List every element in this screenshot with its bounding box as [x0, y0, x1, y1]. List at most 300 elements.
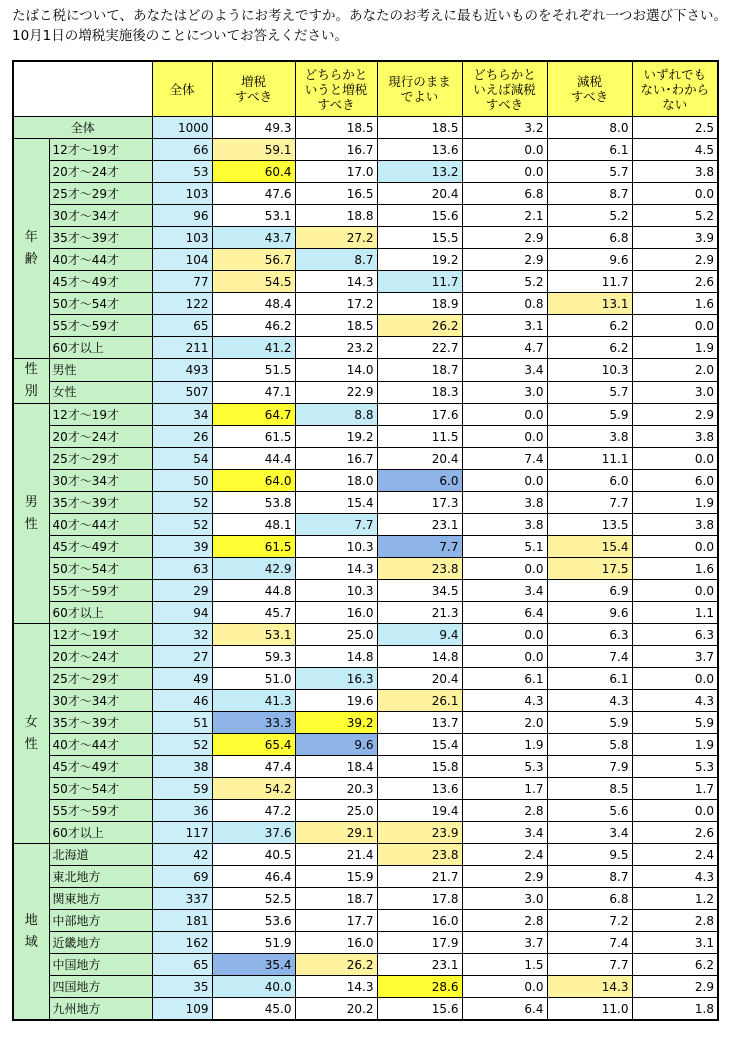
percent-cell: 26.1 — [377, 690, 462, 712]
percent-cell: 14.3 — [295, 558, 377, 580]
percent-cell: 8.7 — [295, 249, 377, 271]
percent-cell: 1.1 — [632, 602, 718, 624]
percent-cell: 4.3 — [462, 690, 547, 712]
table-row — [13, 778, 718, 800]
row-label: 55才～59才 — [49, 315, 152, 337]
percent-cell: 2.9 — [462, 866, 547, 888]
row-label: 50才～54才 — [49, 778, 152, 800]
count-cell: 77 — [152, 271, 212, 293]
table-row — [13, 888, 718, 910]
percent-cell: 64.7 — [212, 404, 295, 426]
group-label-char: 女 — [24, 714, 38, 730]
percent-cell: 6.0 — [632, 470, 718, 492]
count-cell: 52 — [152, 734, 212, 756]
count-cell: 63 — [152, 558, 212, 580]
row-label: 25才～29才 — [49, 668, 152, 690]
percent-cell: 3.9 — [632, 227, 718, 249]
group-label — [13, 404, 49, 624]
percent-cell: 13.2 — [377, 161, 462, 183]
row-label: 東北地方 — [49, 866, 152, 888]
table-row — [13, 932, 718, 954]
percent-cell: 0.0 — [462, 646, 547, 668]
percent-cell: 5.3 — [632, 756, 718, 778]
percent-cell: 6.2 — [547, 337, 632, 359]
percent-cell: 8.8 — [295, 404, 377, 426]
percent-cell: 2.8 — [462, 910, 547, 932]
row-label: 中国地方 — [49, 954, 152, 976]
percent-cell: 20.4 — [377, 448, 462, 470]
column-header — [152, 61, 212, 117]
percent-cell: 13.7 — [377, 712, 462, 734]
percent-cell: 4.3 — [632, 690, 718, 712]
percent-cell: 3.4 — [462, 822, 547, 844]
row-label: 60才以上 — [49, 822, 152, 844]
percent-cell: 2.0 — [462, 712, 547, 734]
percent-cell: 60.4 — [212, 161, 295, 183]
percent-cell: 7.4 — [462, 448, 547, 470]
count-cell: 42 — [152, 844, 212, 866]
table-row — [13, 448, 718, 470]
percent-cell: 3.7 — [462, 932, 547, 954]
percent-cell: 4.3 — [632, 866, 718, 888]
table-row — [13, 624, 718, 646]
percent-cell: 56.7 — [212, 249, 295, 271]
table-row — [13, 139, 718, 161]
percent-cell: 8.5 — [547, 778, 632, 800]
count-cell: 507 — [152, 381, 212, 404]
percent-cell: 15.8 — [377, 756, 462, 778]
percent-cell: 43.7 — [212, 227, 295, 249]
count-cell: 49 — [152, 668, 212, 690]
percent-cell: 15.9 — [295, 866, 377, 888]
percent-cell: 16.5 — [295, 183, 377, 205]
percent-cell: 26.2 — [295, 954, 377, 976]
count-cell: 104 — [152, 249, 212, 271]
count-cell: 122 — [152, 293, 212, 315]
row-label: 35才～39才 — [49, 492, 152, 514]
count-cell: 493 — [152, 359, 212, 382]
percent-cell: 8.7 — [547, 866, 632, 888]
percent-cell: 3.0 — [632, 381, 718, 404]
column-header-line: 増税 — [240, 74, 266, 89]
row-label: 男性 — [49, 359, 152, 382]
table-row — [13, 249, 718, 271]
percent-cell: 5.7 — [547, 381, 632, 404]
percent-cell: 5.9 — [547, 712, 632, 734]
column-header — [295, 61, 377, 117]
percent-cell: 26.2 — [377, 315, 462, 337]
table-row — [13, 293, 718, 315]
percent-cell: 18.9 — [377, 293, 462, 315]
percent-cell: 9.6 — [547, 602, 632, 624]
percent-cell: 2.9 — [632, 404, 718, 426]
percent-cell: 13.6 — [377, 139, 462, 161]
percent-cell: 6.4 — [462, 998, 547, 1021]
percent-cell: 2.9 — [462, 227, 547, 249]
percent-cell: 7.2 — [547, 910, 632, 932]
group-label — [13, 139, 49, 359]
percent-cell: 6.8 — [547, 227, 632, 249]
count-cell: 103 — [152, 227, 212, 249]
count-cell: 46 — [152, 690, 212, 712]
percent-cell: 8.0 — [547, 117, 632, 139]
percent-cell: 0.0 — [462, 558, 547, 580]
percent-cell: 15.4 — [377, 734, 462, 756]
percent-cell: 41.3 — [212, 690, 295, 712]
percent-cell: 18.7 — [295, 888, 377, 910]
count-cell: 337 — [152, 888, 212, 910]
percent-cell: 46.4 — [212, 866, 295, 888]
percent-cell: 19.2 — [377, 249, 462, 271]
percent-cell: 0.0 — [462, 470, 547, 492]
percent-cell: 59.1 — [212, 139, 295, 161]
percent-cell: 6.9 — [547, 580, 632, 602]
percent-cell: 6.3 — [632, 624, 718, 646]
row-label: 45才～49才 — [49, 756, 152, 778]
count-cell: 50 — [152, 470, 212, 492]
percent-cell: 6.0 — [547, 470, 632, 492]
column-header-line: 現行のまま — [388, 74, 451, 89]
percent-cell: 11.1 — [547, 448, 632, 470]
percent-cell: 23.2 — [295, 337, 377, 359]
count-cell: 35 — [152, 976, 212, 998]
table-row — [13, 602, 718, 624]
percent-cell: 17.2 — [295, 293, 377, 315]
count-cell: 96 — [152, 205, 212, 227]
percent-cell: 16.3 — [295, 668, 377, 690]
percent-cell: 18.5 — [377, 117, 462, 139]
percent-cell: 19.4 — [377, 800, 462, 822]
survey-results-table — [12, 60, 719, 1021]
count-cell: 94 — [152, 602, 212, 624]
row-label: 近畿地方 — [49, 932, 152, 954]
percent-cell: 14.3 — [295, 271, 377, 293]
percent-cell: 5.2 — [547, 205, 632, 227]
percent-cell: 15.5 — [377, 227, 462, 249]
row-label: 35才～39才 — [49, 712, 152, 734]
percent-cell: 9.5 — [547, 844, 632, 866]
column-header-line: ない･わから — [640, 81, 710, 97]
percent-cell: 17.5 — [547, 558, 632, 580]
percent-cell: 3.4 — [547, 822, 632, 844]
count-cell: 117 — [152, 822, 212, 844]
percent-cell: 4.7 — [462, 337, 547, 359]
question-text: たばこ税について、あなたはどのようにお考えですか。あなたのお考えに最も近いものをそれぞれ一つお選び下さい。10月1日の増税実施後のことについてお答えください。 — [12, 8, 727, 44]
percent-cell: 3.4 — [462, 359, 547, 382]
percent-cell: 3.0 — [462, 888, 547, 910]
table-row — [13, 359, 718, 382]
count-cell: 66 — [152, 139, 212, 161]
percent-cell: 51.9 — [212, 932, 295, 954]
count-cell: 65 — [152, 954, 212, 976]
percent-cell: 2.6 — [632, 822, 718, 844]
percent-cell: 5.2 — [632, 205, 718, 227]
column-header-line: すべき — [234, 89, 273, 104]
percent-cell: 0.0 — [462, 976, 547, 998]
percent-cell: 14.3 — [295, 976, 377, 998]
table-row — [13, 470, 718, 492]
group-label — [13, 624, 49, 844]
percent-cell: 10.3 — [547, 359, 632, 382]
percent-cell: 53.1 — [212, 205, 295, 227]
percent-cell: 7.7 — [295, 514, 377, 536]
percent-cell: 11.0 — [547, 998, 632, 1021]
percent-cell: 4.3 — [547, 690, 632, 712]
percent-cell: 1.5 — [462, 954, 547, 976]
percent-cell: 37.6 — [212, 822, 295, 844]
percent-cell: 42.9 — [212, 558, 295, 580]
count-cell: 1000 — [152, 117, 212, 139]
row-label: 女性 — [49, 381, 152, 404]
group-label-char: 性 — [24, 736, 38, 752]
percent-cell: 7.7 — [547, 954, 632, 976]
percent-cell: 6.3 — [547, 624, 632, 646]
percent-cell: 2.9 — [632, 976, 718, 998]
table-row — [13, 646, 718, 668]
row-label: 50才～54才 — [49, 293, 152, 315]
row-label: 25才～29才 — [49, 183, 152, 205]
count-cell: 69 — [152, 866, 212, 888]
percent-cell: 61.5 — [212, 426, 295, 448]
group-label-char: 地 — [24, 912, 38, 928]
percent-cell: 6.2 — [547, 315, 632, 337]
row-label: 20才～24才 — [49, 426, 152, 448]
percent-cell: 3.8 — [462, 492, 547, 514]
percent-cell: 23.8 — [377, 844, 462, 866]
table-row — [13, 227, 718, 249]
percent-cell: 3.2 — [462, 117, 547, 139]
column-header-line: どちらかと — [304, 66, 368, 82]
percent-cell: 17.9 — [377, 932, 462, 954]
percent-cell: 11.7 — [547, 271, 632, 293]
column-header-line: いずれでも — [643, 66, 706, 82]
row-label: 45才～49才 — [49, 536, 152, 558]
percent-cell: 53.1 — [212, 624, 295, 646]
percent-cell: 3.8 — [632, 161, 718, 183]
table-row — [13, 381, 718, 404]
column-header-line: いうと増税 — [304, 81, 368, 97]
group-label-char: 性 — [24, 516, 38, 532]
percent-cell: 0.0 — [632, 800, 718, 822]
percent-cell: 9.6 — [295, 734, 377, 756]
percent-cell: 28.6 — [377, 976, 462, 998]
percent-cell: 7.7 — [377, 536, 462, 558]
column-header-line: でよい — [400, 89, 439, 104]
count-cell: 39 — [152, 536, 212, 558]
percent-cell: 6.4 — [462, 602, 547, 624]
percent-cell: 18.5 — [295, 117, 377, 139]
percent-cell: 5.9 — [547, 404, 632, 426]
row-label: 45才～49才 — [49, 271, 152, 293]
percent-cell: 0.0 — [462, 139, 547, 161]
column-header-line: 減税 — [576, 74, 602, 89]
percent-cell: 16.7 — [295, 448, 377, 470]
table-row — [13, 271, 718, 293]
group-label-char: 男 — [24, 494, 38, 510]
table-row — [13, 161, 718, 183]
percent-cell: 2.1 — [462, 205, 547, 227]
column-header-line: どちらかと — [473, 66, 536, 82]
count-cell: 52 — [152, 514, 212, 536]
percent-cell: 1.7 — [462, 778, 547, 800]
column-header — [212, 61, 295, 117]
percent-cell: 2.9 — [462, 249, 547, 271]
percent-cell: 15.6 — [377, 205, 462, 227]
table-row — [13, 426, 718, 448]
column-header-line: すべき — [485, 96, 524, 112]
percent-cell: 3.8 — [547, 426, 632, 448]
percent-cell: 5.2 — [462, 271, 547, 293]
percent-cell: 3.8 — [632, 514, 718, 536]
percent-cell: 18.5 — [295, 315, 377, 337]
header-row — [13, 61, 718, 117]
percent-cell: 18.7 — [377, 359, 462, 382]
percent-cell: 13.5 — [547, 514, 632, 536]
percent-cell: 2.8 — [632, 910, 718, 932]
column-header — [632, 61, 718, 117]
count-cell: 65 — [152, 315, 212, 337]
count-cell: 38 — [152, 756, 212, 778]
row-label: 12才～19才 — [49, 404, 152, 426]
percent-cell: 45.7 — [212, 602, 295, 624]
percent-cell: 39.2 — [295, 712, 377, 734]
percent-cell: 44.8 — [212, 580, 295, 602]
table-body — [13, 117, 718, 1021]
table-row — [13, 998, 718, 1021]
count-cell: 54 — [152, 448, 212, 470]
percent-cell: 23.1 — [377, 954, 462, 976]
percent-cell: 46.2 — [212, 315, 295, 337]
percent-cell: 64.0 — [212, 470, 295, 492]
row-label: 12才～19才 — [49, 139, 152, 161]
percent-cell: 2.4 — [632, 844, 718, 866]
percent-cell: 6.1 — [462, 668, 547, 690]
table-row — [13, 492, 718, 514]
percent-cell: 5.7 — [547, 161, 632, 183]
percent-cell: 47.1 — [212, 381, 295, 404]
percent-cell: 0.8 — [462, 293, 547, 315]
percent-cell: 5.8 — [547, 734, 632, 756]
table-row — [13, 756, 718, 778]
percent-cell: 5.9 — [632, 712, 718, 734]
percent-cell: 45.0 — [212, 998, 295, 1021]
percent-cell: 15.4 — [295, 492, 377, 514]
percent-cell: 3.8 — [632, 426, 718, 448]
percent-cell: 20.2 — [295, 998, 377, 1021]
count-cell: 103 — [152, 183, 212, 205]
percent-cell: 1.8 — [632, 998, 718, 1021]
row-label: 60才以上 — [49, 337, 152, 359]
group-label-char: 年 — [24, 229, 38, 245]
count-cell: 32 — [152, 624, 212, 646]
percent-cell: 17.8 — [377, 888, 462, 910]
row-label: 北海道 — [49, 844, 152, 866]
table-row — [13, 800, 718, 822]
percent-cell: 48.4 — [212, 293, 295, 315]
percent-cell: 2.6 — [632, 271, 718, 293]
count-cell: 162 — [152, 932, 212, 954]
percent-cell: 47.2 — [212, 800, 295, 822]
count-cell: 52 — [152, 492, 212, 514]
percent-cell: 5.3 — [462, 756, 547, 778]
percent-cell: 23.9 — [377, 822, 462, 844]
percent-cell: 0.0 — [632, 448, 718, 470]
percent-cell: 33.3 — [212, 712, 295, 734]
percent-cell: 35.4 — [212, 954, 295, 976]
percent-cell: 16.0 — [295, 602, 377, 624]
percent-cell: 3.7 — [632, 646, 718, 668]
row-label: 40才～44才 — [49, 514, 152, 536]
row-label: 50才～54才 — [49, 558, 152, 580]
table-row — [13, 668, 718, 690]
percent-cell: 6.2 — [632, 954, 718, 976]
row-label: 30才～34才 — [49, 690, 152, 712]
group-label-char: 齢 — [24, 251, 38, 267]
percent-cell: 3.4 — [462, 580, 547, 602]
column-header-line: いえば減税 — [473, 81, 536, 97]
percent-cell: 17.6 — [377, 404, 462, 426]
count-cell: 51 — [152, 712, 212, 734]
total-row — [13, 117, 718, 139]
percent-cell: 40.0 — [212, 976, 295, 998]
percent-cell: 18.0 — [295, 470, 377, 492]
percent-cell: 2.4 — [462, 844, 547, 866]
table-row — [13, 866, 718, 888]
percent-cell: 47.4 — [212, 756, 295, 778]
table-row — [13, 183, 718, 205]
corner-cell — [13, 61, 152, 117]
column-header-line: 全体 — [169, 81, 195, 97]
percent-cell: 3.0 — [462, 381, 547, 404]
row-label: 20才～24才 — [49, 161, 152, 183]
table-row — [13, 976, 718, 998]
percent-cell: 10.3 — [295, 536, 377, 558]
percent-cell: 7.9 — [547, 756, 632, 778]
percent-cell: 1.9 — [632, 492, 718, 514]
percent-cell: 6.1 — [547, 668, 632, 690]
count-cell: 29 — [152, 580, 212, 602]
table-row — [13, 536, 718, 558]
percent-cell: 53.6 — [212, 910, 295, 932]
percent-cell: 13.6 — [377, 778, 462, 800]
count-cell: 36 — [152, 800, 212, 822]
percent-cell: 52.5 — [212, 888, 295, 910]
row-label: 四国地方 — [49, 976, 152, 998]
row-label: 30才～34才 — [49, 470, 152, 492]
percent-cell: 6.8 — [547, 888, 632, 910]
percent-cell: 18.3 — [377, 381, 462, 404]
percent-cell: 0.0 — [462, 426, 547, 448]
count-cell: 34 — [152, 404, 212, 426]
row-label: 55才～59才 — [49, 580, 152, 602]
group-label-char: 別 — [24, 384, 38, 399]
group-label-char: 域 — [24, 934, 38, 950]
percent-cell: 16.0 — [377, 910, 462, 932]
table-row — [13, 315, 718, 337]
percent-cell: 15.4 — [547, 536, 632, 558]
percent-cell: 0.0 — [632, 536, 718, 558]
group-label — [13, 359, 49, 404]
percent-cell: 40.5 — [212, 844, 295, 866]
percent-cell: 61.5 — [212, 536, 295, 558]
percent-cell: 16.7 — [295, 139, 377, 161]
percent-cell: 14.8 — [295, 646, 377, 668]
percent-cell: 48.1 — [212, 514, 295, 536]
percent-cell: 54.2 — [212, 778, 295, 800]
percent-cell: 5.1 — [462, 536, 547, 558]
percent-cell: 1.9 — [462, 734, 547, 756]
count-cell: 59 — [152, 778, 212, 800]
